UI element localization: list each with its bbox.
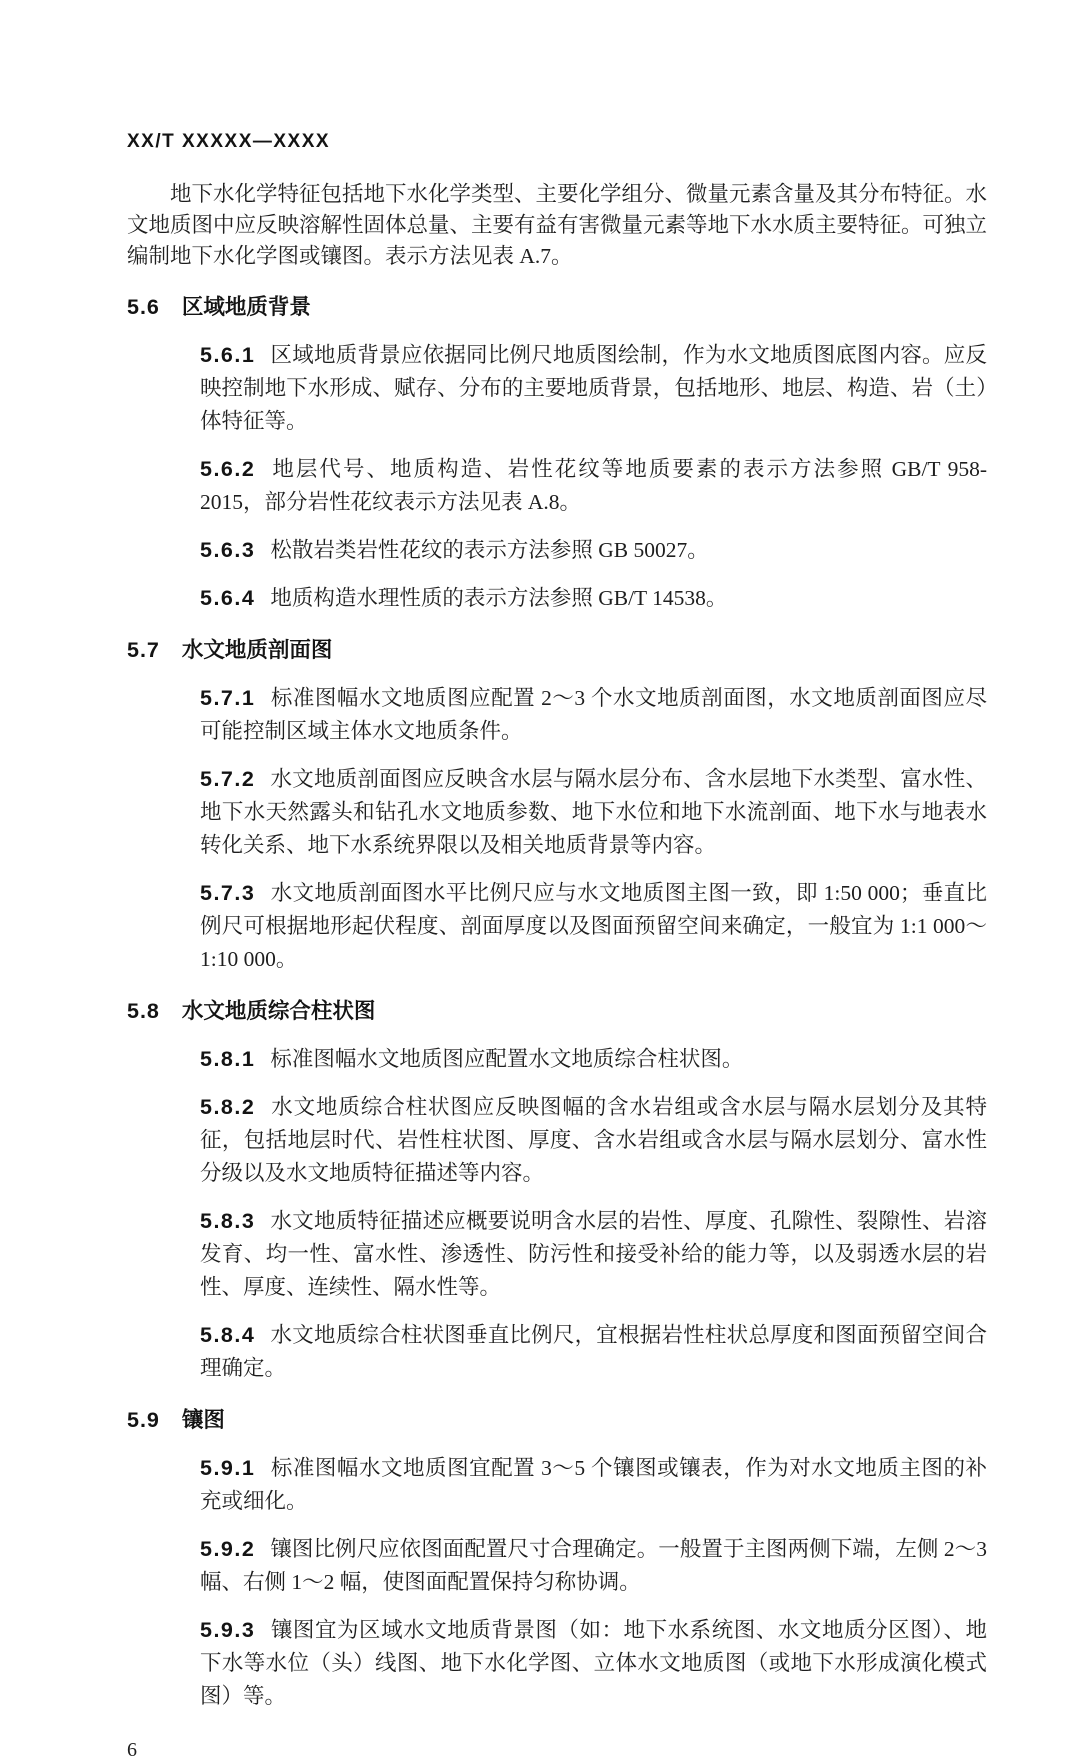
section-heading-5-7 (127, 637, 987, 663)
clause (127, 339, 987, 438)
clause-number: 5.6.3 (200, 538, 256, 562)
section-heading-5-8 (127, 998, 987, 1024)
section-number: 5.6 (127, 295, 160, 319)
clause-number: 5.7.2 (200, 767, 256, 791)
clause-number: 5.8.2 (200, 1095, 256, 1119)
clause-text: 水文地质综合柱状图垂直比例尺，宜根据岩性柱状总厚度和图面预留空间合理确定。 (200, 1323, 987, 1380)
clause-number: 5.7.3 (200, 881, 256, 905)
clause-number: 5.9.2 (200, 1537, 256, 1561)
clause-text: 水文地质综合柱状图应反映图幅的含水岩组或含水层与隔水层划分及其特征，包括地层时代、岩性柱状图、厚度、含水岩组或含水层与隔水层划分、富水性分级以及水文地质特征描述等内容。 (200, 1095, 987, 1185)
clause (127, 1205, 987, 1304)
section-number: 5.9 (127, 1408, 160, 1432)
clause-text: 镶图宜为区域水文地质背景图（如：地下水系统图、水文地质分区图）、地下水等水位（头）线图、地下水化学图、立体水文地质图（或地下水形成演化模式图）等。 (200, 1618, 987, 1708)
clause-number: 5.6.1 (200, 343, 256, 367)
clause (127, 682, 987, 748)
clause (127, 1614, 987, 1713)
clause-number: 5.7.1 (200, 686, 256, 710)
clause-number: 5.6.2 (200, 457, 256, 481)
clause-text: 标准图幅水文地质图应配置水文地质综合柱状图。 (270, 1047, 744, 1071)
section-title: 镶图 (181, 1408, 225, 1432)
clause (127, 1319, 987, 1385)
section-title: 水文地质综合柱状图 (181, 999, 376, 1023)
clause-text: 地质构造水理性质的表示方法参照 GB/T 14538。 (270, 586, 728, 610)
section-heading-5-9 (127, 1407, 987, 1433)
clause (127, 453, 987, 519)
document-code: XX/T XXXXX—XXXX (127, 131, 331, 152)
clause (127, 582, 987, 615)
clause-number: 5.9.1 (200, 1456, 256, 1480)
clause-text: 地层代号、地质构造、岩性花纹等地质要素的表示方法参照 GB/T 958-2015，部分岩性花纹表示方法见表 A.8。 (200, 457, 987, 514)
intro-paragraph: 地下水化学特征包括地下水化学类型、主要化学组分、微量元素含量及其分布特征。水文地质图中应反映溶解性固体总量、主要有益有害微量元素等地下水水质主要特征。可独立编制地下水化学图或镶图。表示方法见表 A.7。 (127, 182, 988, 268)
clause-text: 标准图幅水文地质图应配置 2～3 个水文地质剖面图，水文地质剖面图应尽可能控制区域主体水文地质条件。 (200, 686, 987, 743)
page-number: 6 (127, 1739, 137, 1761)
clause-text: 松散岩类岩性花纹的表示方法参照 GB 50027。 (270, 538, 709, 562)
section-title: 区域地质背景 (181, 295, 311, 319)
clause (127, 1043, 987, 1076)
clause-number: 5.6.4 (200, 586, 256, 610)
clause (127, 1452, 987, 1518)
clause-number: 5.9.3 (200, 1618, 256, 1642)
clause (127, 534, 987, 567)
clause-text: 水文地质剖面图应反映含水层与隔水层分布、含水层地下水类型、富水性、地下水天然露头和钻孔水文地质参数、地下水位和地下水流剖面、地下水与地表水转化关系、地下水系统界限以及相关地质背景等内容。 (200, 767, 987, 857)
clause-text: 区域地质背景应依据同比例尺地质图绘制，作为水文地质图底图内容。应反映控制地下水形成、赋存、分布的主要地质背景，包括地形、地层、构造、岩（土）体特征等。 (200, 343, 987, 433)
section-heading-5-6 (127, 294, 987, 320)
clause-text: 水文地质剖面图水平比例尺应与水文地质图主图一致，即 1:50 000；垂直比例尺可根据地形起伏程度、剖面厚度以及图面预留空间来确定，一般宜为 1:1 000～1:10 000。 (200, 881, 987, 971)
section-number: 5.8 (127, 999, 160, 1023)
clause-number: 5.8.1 (200, 1047, 256, 1071)
clause (127, 1091, 987, 1190)
clause-number: 5.8.3 (200, 1209, 256, 1233)
clause (127, 763, 987, 862)
section-title: 水文地质剖面图 (181, 638, 333, 662)
clause-text: 镶图比例尺应依图面配置尺寸合理确定。一般置于主图两侧下端，左侧 2～3 幅、右侧 1～2 幅，使图面配置保持匀称协调。 (200, 1537, 987, 1594)
clause (127, 1533, 987, 1599)
clause-text: 标准图幅水文地质图宜配置 3～5 个镶图或镶表，作为对水文地质主图的补充或细化。 (200, 1456, 987, 1513)
clause-number: 5.8.4 (200, 1323, 256, 1347)
clause (127, 877, 987, 976)
section-number: 5.7 (127, 638, 160, 662)
clause-text: 水文地质特征描述应概要说明含水层的岩性、厚度、孔隙性、裂隙性、岩溶发育、均一性、富水性、渗透性、防污性和接受补给的能力等，以及弱透水层的岩性、厚度、连续性、隔水性等。 (200, 1209, 987, 1299)
